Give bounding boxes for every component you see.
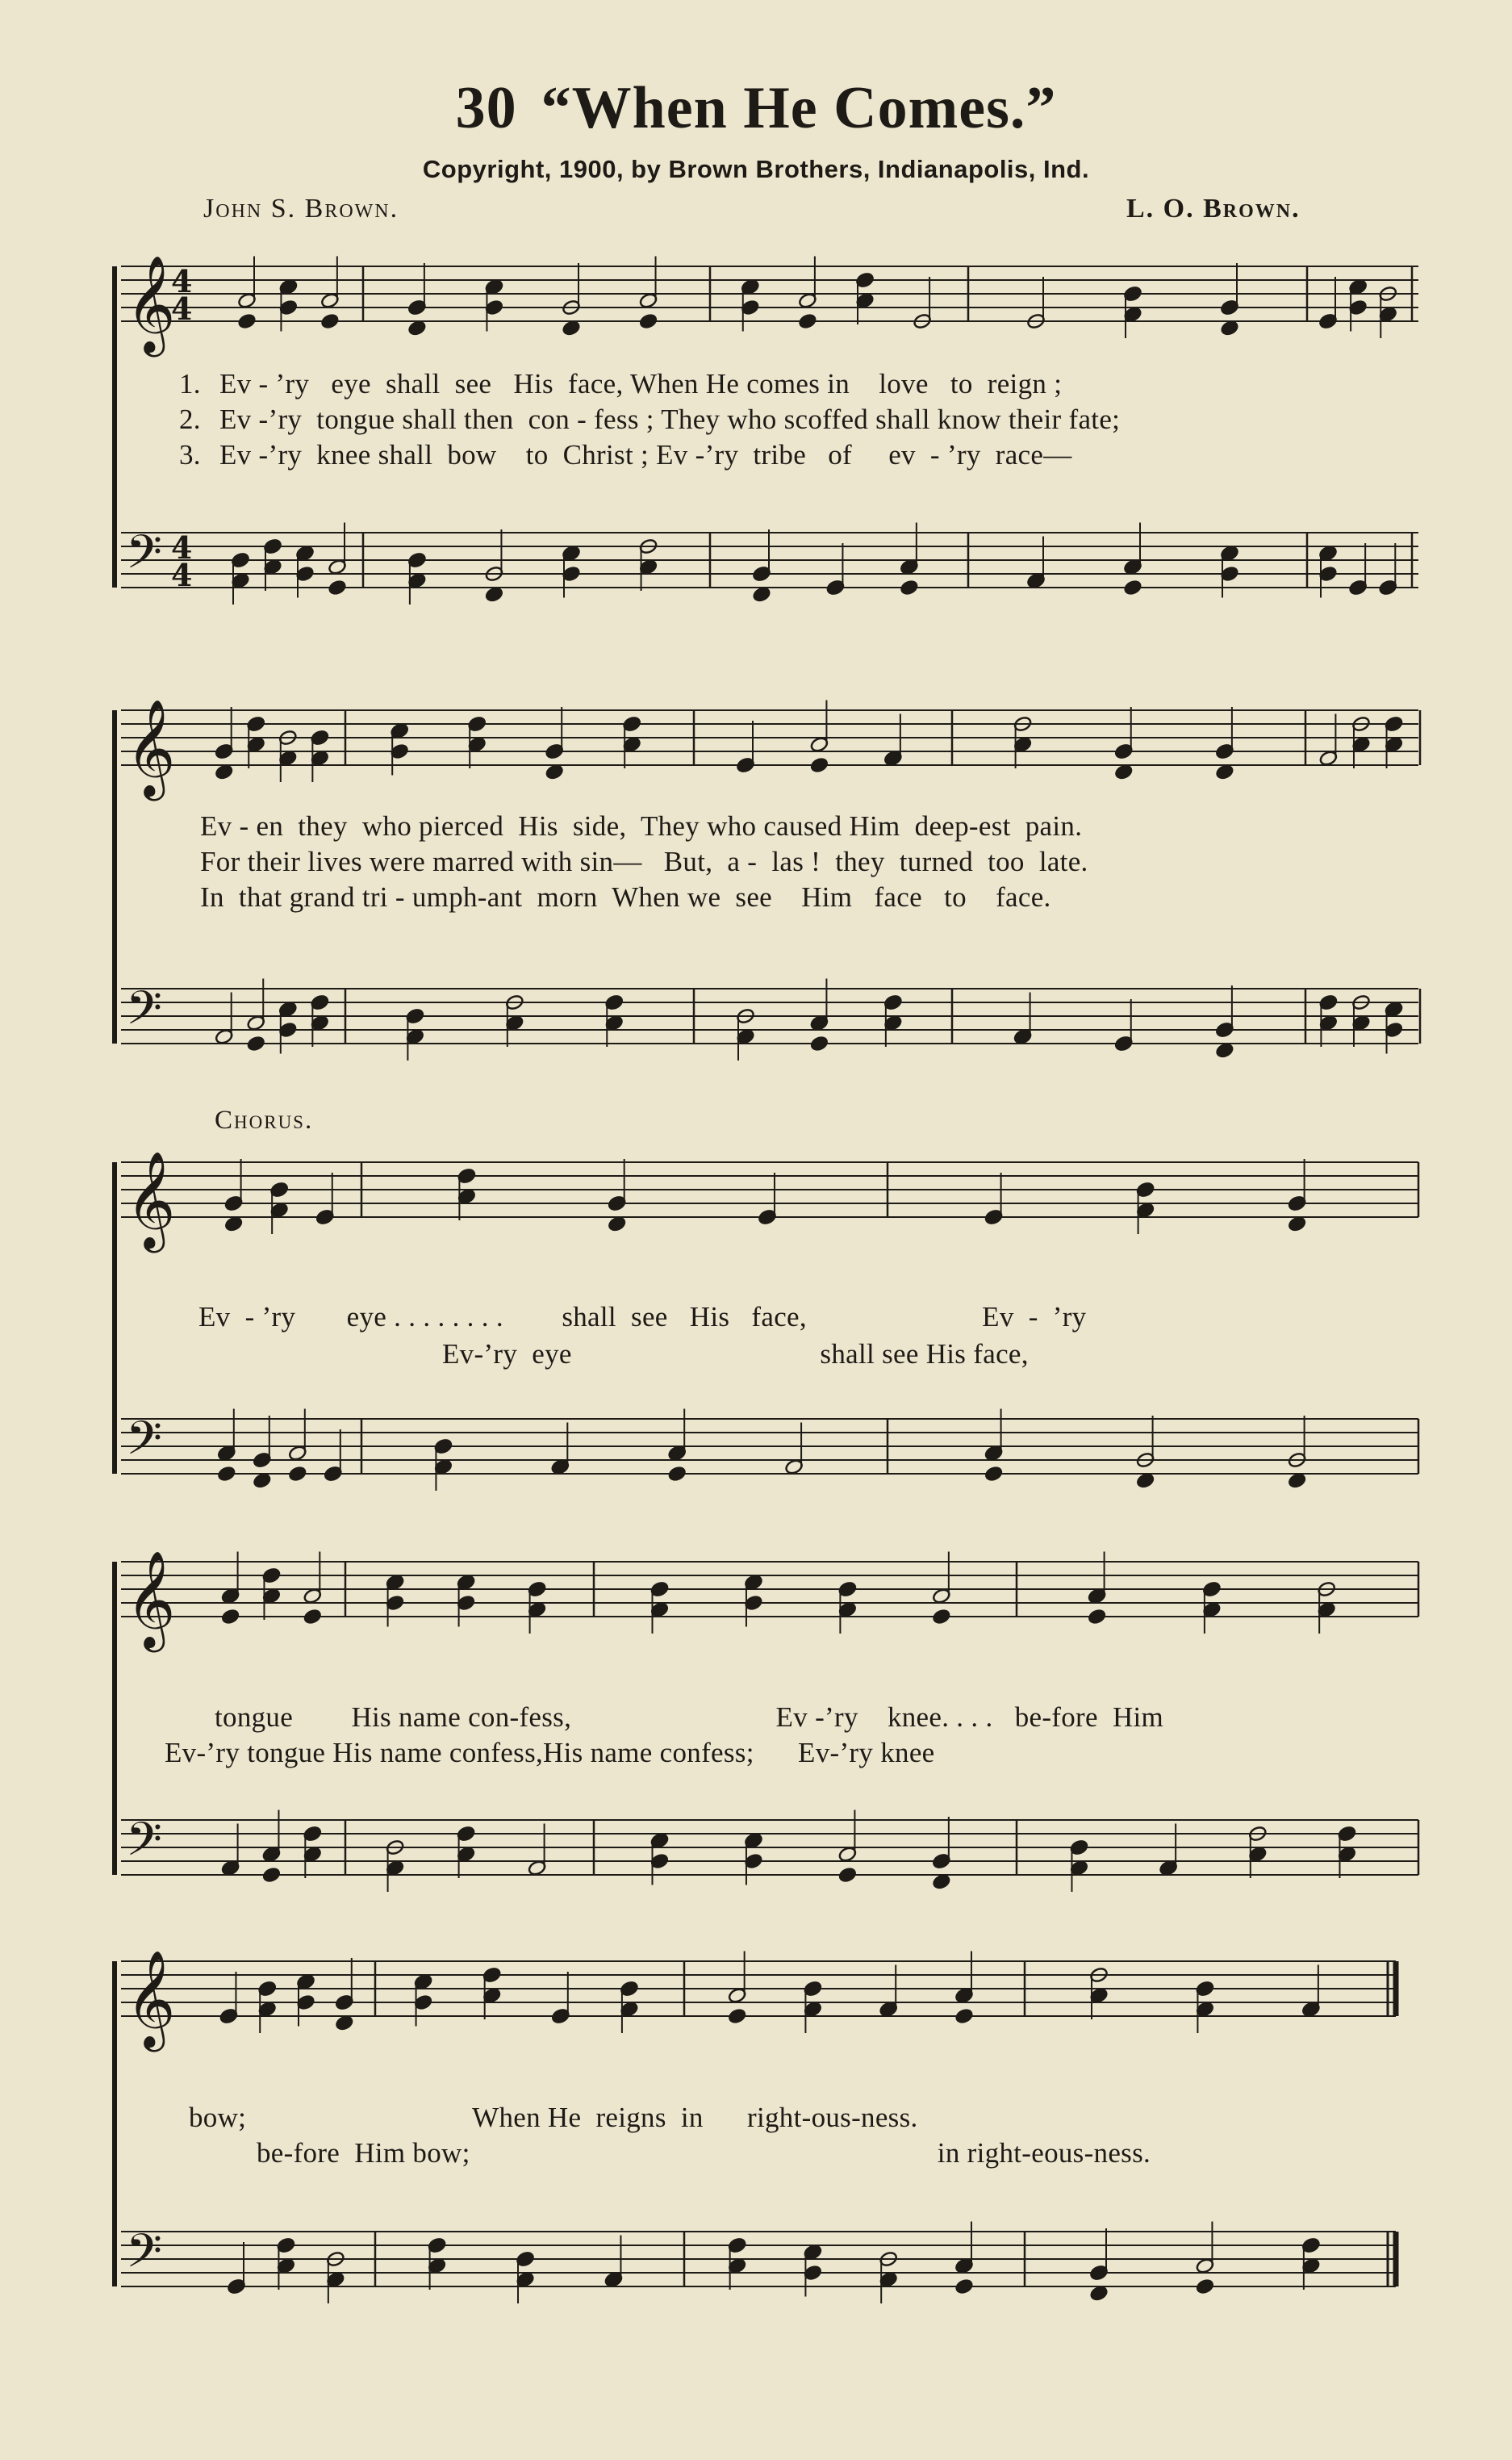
verse-line-3a — [179, 439, 1072, 471]
verse-line-1b: Ev - en they who pierced His side, They who caused Him deep-est pain. — [200, 810, 1083, 842]
note-head — [1088, 1608, 1107, 1625]
chorus-lyric-1-bottom: Ev-’ry eye shall see His face, — [442, 1338, 1029, 1370]
note-head — [1215, 1042, 1234, 1059]
note-head — [1136, 1472, 1155, 1489]
note-head — [237, 312, 257, 329]
stanza-number: 2. — [179, 404, 201, 435]
note-head — [932, 1873, 951, 1890]
lyric-text: Ev -’ry knee shall bow to Christ ; Ev -’ry tribe of ev - ’ry race— — [219, 439, 1072, 471]
note-head — [335, 2014, 354, 2031]
note-head — [1288, 1215, 1307, 1232]
composer-credit: L. O. Brown. — [1126, 194, 1301, 224]
note-head — [984, 1465, 1004, 1482]
bass-staff — [121, 523, 1418, 605]
bass-staff — [121, 2222, 1396, 2304]
note-head — [1288, 1472, 1307, 1489]
note-head — [809, 756, 829, 773]
bass-clef-icon: 𝄢 — [126, 525, 163, 591]
note-head — [809, 1035, 829, 1052]
lyric-text: Ev -’ry tongue shall then con - fess ; They who scoffed shall know their fate; — [219, 404, 1121, 435]
note-head — [752, 586, 771, 603]
bass-clef-icon: 𝄢 — [126, 981, 163, 1047]
note-head — [837, 1866, 857, 1883]
lyricist-credit: John S. Brown. — [203, 194, 399, 224]
note-head — [639, 312, 658, 329]
note-head — [484, 586, 503, 603]
note-head — [954, 2278, 974, 2295]
note-head — [246, 1035, 265, 1052]
time-signature-digit: 4 — [171, 557, 193, 593]
treble-staff — [121, 254, 1418, 357]
staff-systems — [115, 254, 1420, 2303]
note-head — [215, 764, 234, 780]
chorus-lyric-2-bottom: Ev-’ry tongue His name confess,His name confess; Ev-’ry knee — [165, 1737, 935, 1768]
note-head — [288, 1465, 307, 1482]
treble-staff — [121, 1550, 1418, 1652]
verse-line-2b: For their lives were marred with sin— But, a - las ! they turned too late. — [200, 846, 1088, 877]
treble-staff — [121, 1150, 1418, 1253]
note-head — [1089, 2285, 1109, 2302]
note-head — [954, 2007, 974, 2024]
note-head — [545, 764, 564, 780]
note-head — [1123, 579, 1142, 596]
note-head — [728, 2007, 747, 2024]
note-head — [320, 312, 340, 329]
treble-clef-icon: 𝄞 — [126, 1150, 176, 1249]
bass-staff — [121, 979, 1420, 1061]
note-head — [1114, 764, 1134, 780]
treble-staff — [121, 1949, 1396, 2052]
note-head — [221, 1608, 240, 1625]
time-signature-digit: 4 — [171, 529, 193, 566]
chorus-lyric-1-top: Ev - ’ry eye . . . . . . . . shall see His face, Ev - ’ry — [198, 1301, 1087, 1332]
chorus-label: Chorus. — [215, 1106, 314, 1135]
note-head — [217, 1465, 236, 1482]
bass-staff — [121, 1810, 1418, 1893]
verse-line-3b: In that grand tri - umph-ant morn When we see Him face to face. — [200, 881, 1051, 913]
treble-clef-icon: 𝄞 — [126, 698, 176, 797]
time-signature-digit: 4 — [171, 291, 193, 327]
bass-staff — [121, 1409, 1418, 1491]
note-head — [932, 1608, 951, 1625]
note-head — [328, 579, 347, 596]
note-head — [261, 1866, 281, 1883]
copyright-notice: Copyright, 1900, by Brown Brothers, Indianapolis, Ind. — [422, 155, 1090, 183]
verse-line-2a — [179, 404, 1120, 436]
treble-clef-icon: 𝄞 — [126, 1550, 176, 1648]
note-head — [303, 1608, 322, 1625]
treble-staff — [121, 698, 1420, 801]
chorus-lyric-3-top: bow; When He reigns in right-ous-ness. — [189, 2102, 918, 2133]
bass-clef-icon: 𝄢 — [126, 2224, 163, 2290]
note-head — [407, 320, 427, 337]
bass-clef-icon: 𝄢 — [126, 1411, 163, 1477]
stanza-number: 3. — [179, 439, 201, 471]
bass-clef-icon: 𝄢 — [126, 1812, 163, 1878]
treble-clef-icon: 𝄞 — [126, 254, 176, 353]
note-head — [253, 1472, 272, 1489]
note-head — [224, 1215, 244, 1232]
note-head — [667, 1465, 687, 1482]
note-head — [1215, 764, 1234, 780]
hymn-title: “When He Comes.” — [541, 75, 1057, 141]
hymn-number: 30 — [455, 75, 517, 141]
chorus-lyric-2-top: tongue His name con-fess, Ev -’ry knee. . . . be-fore Him — [215, 1701, 1164, 1733]
staff-system — [115, 698, 1420, 1061]
stanza-number: 1. — [179, 368, 201, 400]
chorus-lyric-3-bottom: be-fore Him bow; in right-eous-ness. — [257, 2137, 1151, 2169]
verse-line-1a — [179, 368, 1062, 400]
note-head — [562, 320, 581, 337]
note-head — [1220, 320, 1239, 337]
note-head — [608, 1215, 627, 1232]
note-head — [900, 579, 919, 596]
note-head — [1195, 2278, 1214, 2295]
time-signature-digit: 4 — [171, 263, 193, 299]
note-head — [798, 312, 817, 329]
lyric-text: Ev - ’ry eye shall see His face, When He comes in love to reign ; — [219, 368, 1063, 400]
treble-clef-icon: 𝄞 — [126, 1949, 176, 2048]
